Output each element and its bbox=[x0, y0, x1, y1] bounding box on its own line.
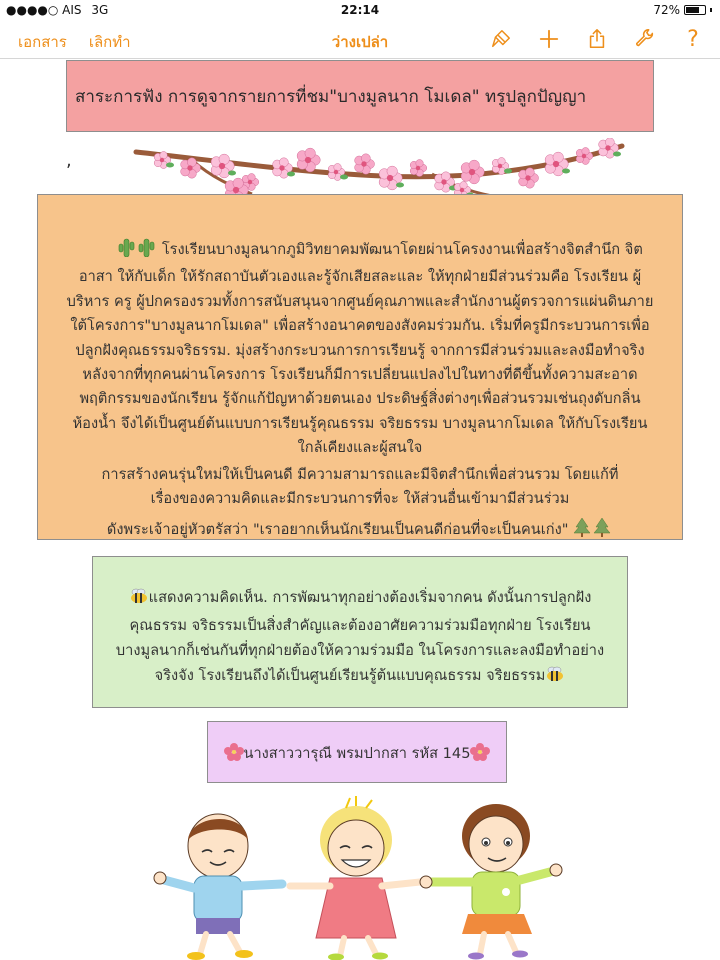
wrench-icon[interactable] bbox=[632, 26, 658, 52]
summary-line: โรงเรียนบางมูลนากภูมิวิทยาคมพัฒนาโดยผ่านโครงงานเพื่อสร้างจิตสำนึก จิต bbox=[38, 237, 682, 265]
summary-line: ดังพระเจ้าอยู่หัวตรัสว่า "เราอยากเห็นนักเรียนเป็นคนดีก่อนที่จะเป็นคนเก่ง" bbox=[38, 517, 682, 545]
boy-figure bbox=[154, 814, 282, 960]
blossom-icon bbox=[545, 152, 570, 176]
share-icon[interactable] bbox=[584, 26, 610, 52]
blossom-icon bbox=[461, 160, 484, 184]
battery-icon bbox=[684, 5, 706, 15]
girl-blonde-figure bbox=[290, 796, 420, 960]
opinion-box[interactable] bbox=[92, 556, 628, 708]
summary-line: พฤติกรรมของนักเรียน รู้จักแก้ปัญหาด้วยตนเอง ประดิษฐ์สิ่งต่างๆเพื่อส่วนรวมเช่นถุงดับกลิ่น bbox=[79, 390, 641, 408]
carrier-label: ●●●●○ AIS bbox=[6, 3, 82, 17]
summary-line: การสร้างคนรุ่นใหม่ให้เป็นคนดี มีความสามารถและมีจิตสำนึกเพื่อส่วนรวม โดยแก้ที่ bbox=[101, 465, 619, 483]
plus-icon[interactable] bbox=[536, 26, 562, 52]
author-box[interactable] bbox=[207, 721, 507, 783]
battery-fill bbox=[686, 7, 699, 13]
toolbar-right bbox=[488, 26, 706, 52]
blossom-icon bbox=[519, 168, 539, 188]
blossom-icon bbox=[355, 154, 375, 174]
hibiscus-icon bbox=[470, 743, 490, 767]
clock: 22:14 bbox=[340, 3, 380, 17]
undo-button[interactable]: เลิกทำ bbox=[88, 33, 131, 51]
opinion-line: จริงจัง โรงเรียนถึงได้เป็นศูนย์เรียนรู้ต้นแบบคุณธรรม จริยธรรม bbox=[93, 663, 627, 691]
summary-box[interactable] bbox=[37, 194, 683, 540]
summary-line: ปลูกฝังคุณธรรมจริธรรม. มุ่งสร้างกระบวนการการเรียนรู้ จากการมีส่วนร่วมและลงมือทำจริง bbox=[75, 341, 645, 359]
summary-line: หลังจากที่ทุกคนผ่านโครงการ โรงเรียนก็มีการเปลี่ยนแปลงไปในทางที่ดีขึ้นทั้งความสะอาด bbox=[82, 366, 638, 384]
help-icon[interactable]: ? bbox=[687, 26, 699, 52]
girl-brunette-figure bbox=[420, 804, 562, 960]
stray-mark: , bbox=[66, 150, 72, 171]
author-line bbox=[208, 743, 506, 767]
bee-icon bbox=[545, 665, 565, 691]
summary-line: ห้องน้ำ จึงได้เป็นศูนย์ต้นแบบการเรียนรู้คุณธรรม จริยธรรม บางมูลนากโมเดล ให้กับโรงเรียน bbox=[72, 414, 648, 432]
blossom-icon bbox=[410, 159, 427, 176]
blossom-icon bbox=[599, 138, 621, 158]
opinion-line: แสดงความคิดเห็น. การพัฒนาทุกอย่างต้องเริ่มจากคน ดังนั้นการปลูกฝัง bbox=[93, 585, 627, 613]
blossom-icon bbox=[576, 147, 593, 164]
title-text: สาระการฟัง การดูจากรายการที่ชม"บางมูลนาก โมเดล" ทรูปลูกปัญญา bbox=[75, 86, 587, 107]
documents-button[interactable]: เอกสาร bbox=[18, 33, 67, 51]
network-label: 3G bbox=[91, 3, 109, 17]
status-right bbox=[653, 3, 712, 17]
summary-text bbox=[38, 237, 682, 546]
document-title[interactable]: ว่างเปล่า bbox=[331, 33, 389, 51]
author-name: นางสาววารุณี พรมปากสา รหัส 145 bbox=[243, 745, 471, 762]
summary-line: ใต้โครงการ"บางมูลนากโมเดล" เพื่อสร้างอนาคตของสังคมร่วมกัน. เริ่มที่ครูมีกระบวนการเพื่อ bbox=[70, 317, 650, 335]
blossom-icon bbox=[211, 154, 236, 178]
summary-line: เรื่องของความคิดและมีกระบวนการที่จะ ให้ส่วนอื่นเข้ามามีส่วนร่วม bbox=[150, 490, 570, 508]
status-bar bbox=[0, 0, 720, 20]
opinion-text bbox=[93, 585, 627, 691]
flower-garland-image bbox=[132, 138, 626, 200]
title-box[interactable] bbox=[66, 60, 654, 132]
summary-line: ใกล้เคียงและผู้สนใจ bbox=[297, 439, 423, 457]
cactus-icon bbox=[117, 237, 157, 265]
children-illustration bbox=[150, 796, 570, 960]
summary-line: บริหาร ครู ผู้ปกครองรวมทั้งการสนับสนุนจากศูนย์คุณภาพและสำนักงานผู้ตรวจการแผ่นดินภาย bbox=[66, 292, 654, 310]
opinion-line: บางมูลนากก็เช่นกันที่ทุกฝ่ายต้องให้ความร่วมมือ ในโครงการและลงมือทำอย่าง bbox=[115, 642, 605, 659]
paintbrush-icon[interactable] bbox=[488, 26, 514, 52]
opinion-line: คุณธรรม จริธรรมเป็นสิ่งสำคัญและต้องอาศัยความร่วมมือทุกฝ่าย โรงเรียน bbox=[129, 617, 591, 634]
blossom-icon bbox=[492, 157, 512, 174]
pine-tree-icon bbox=[573, 517, 613, 545]
bee-icon bbox=[129, 587, 149, 613]
blossom-icon bbox=[379, 166, 404, 190]
blossom-icon bbox=[297, 148, 320, 172]
hibiscus-icon bbox=[224, 743, 244, 767]
battery-tip bbox=[710, 8, 712, 12]
battery-percent: 72% bbox=[653, 3, 680, 17]
blossom-icon bbox=[273, 158, 295, 178]
toolbar bbox=[0, 22, 720, 59]
summary-line: อาสา ให้กับเด็ก ให้รักสถาบันตัวเองและรู้จักเสียสละและ ให้ทุกฝ่ายมีส่วนร่วมคือ โรงเรียน ผู้ bbox=[78, 268, 642, 286]
